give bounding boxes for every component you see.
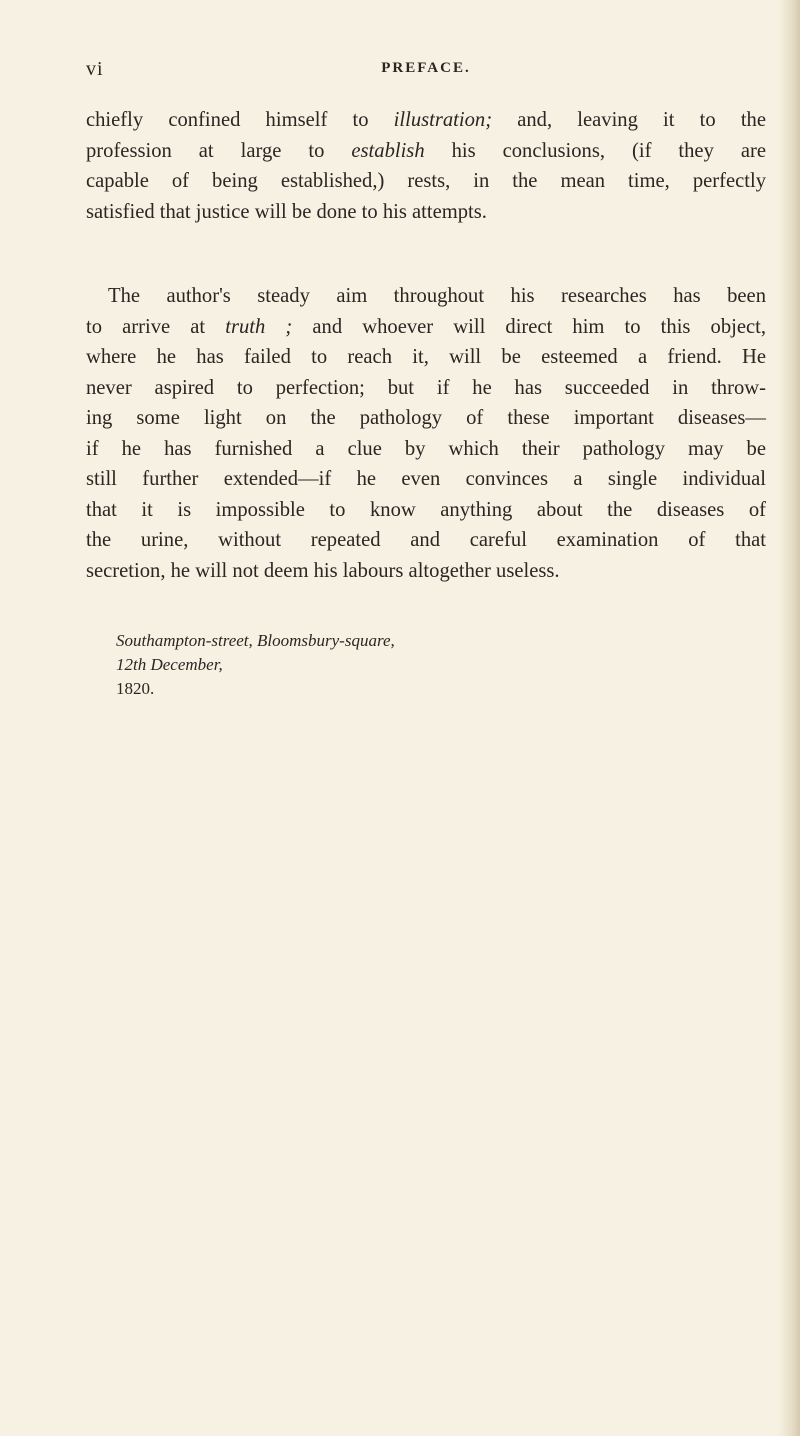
date-day: 12th: [116, 655, 147, 674]
paragraph-2-line-1: The author's steady aim throughout his researches has been: [108, 285, 766, 307]
signature-block: [116, 629, 395, 701]
paragraph-1-line-4: satisfied that justice will be done to his attempts.: [86, 200, 487, 223]
emphasis-truth: truth ;: [225, 315, 293, 338]
paragraph-1: [86, 105, 766, 227]
text-run: chiefly confined himself to: [86, 109, 394, 131]
paragraph-2-line-6: if he has furnished a clue by which their pathology may be: [86, 437, 766, 460]
running-head: [86, 58, 766, 82]
paragraph-2-line-4: never aspired to perfection; but if he has succeeded in throw-: [86, 376, 766, 399]
paragraph-2-line-3: where he has failed to reach it, will be esteemed a friend. He: [86, 346, 766, 368]
signature-date: [116, 653, 395, 701]
paragraph-2-line-7: still further extended—if he even convinces a single individual: [86, 468, 766, 490]
paragraph-2-line-8: that it is impossible to know anything about the diseases of: [86, 498, 766, 521]
text-run: profession at large to: [86, 139, 352, 162]
paragraph-2-line-10: secretion, he will not deem his labours altogether useless.: [86, 559, 560, 582]
text-run: and, leaving it to the: [492, 109, 766, 131]
text-run: and whoever will direct him to this object,: [292, 315, 767, 338]
signature-place: Southampton-street, Bloomsbury-square,: [116, 631, 395, 650]
date-month: December,: [146, 655, 223, 674]
page-edge-shadow: [778, 0, 800, 1436]
running-title: PREFACE.: [381, 60, 471, 76]
emphasis-illustration: illustration;: [393, 109, 493, 131]
paragraph-2-line-9: the urine, without repeated and careful examination of that: [86, 529, 766, 551]
text-run: his conclusions, (if they are: [424, 139, 766, 162]
page-number: vi: [86, 58, 104, 80]
paragraph-1-line-3: capable of being established,) rests, in the mean time, perfectly: [86, 170, 766, 192]
text-run: to arrive at: [86, 315, 226, 338]
date-year: 1820.: [116, 679, 155, 698]
paragraph-2-line-5: ing some light on the pathology of these important diseases—: [86, 407, 766, 429]
emphasis-establish: establish: [351, 139, 425, 162]
paragraph-1-line-2: [86, 136, 766, 167]
paragraph-1-line-1: [86, 105, 766, 136]
paragraph-2-line-2: [86, 312, 766, 343]
paragraph-2: [86, 281, 766, 586]
